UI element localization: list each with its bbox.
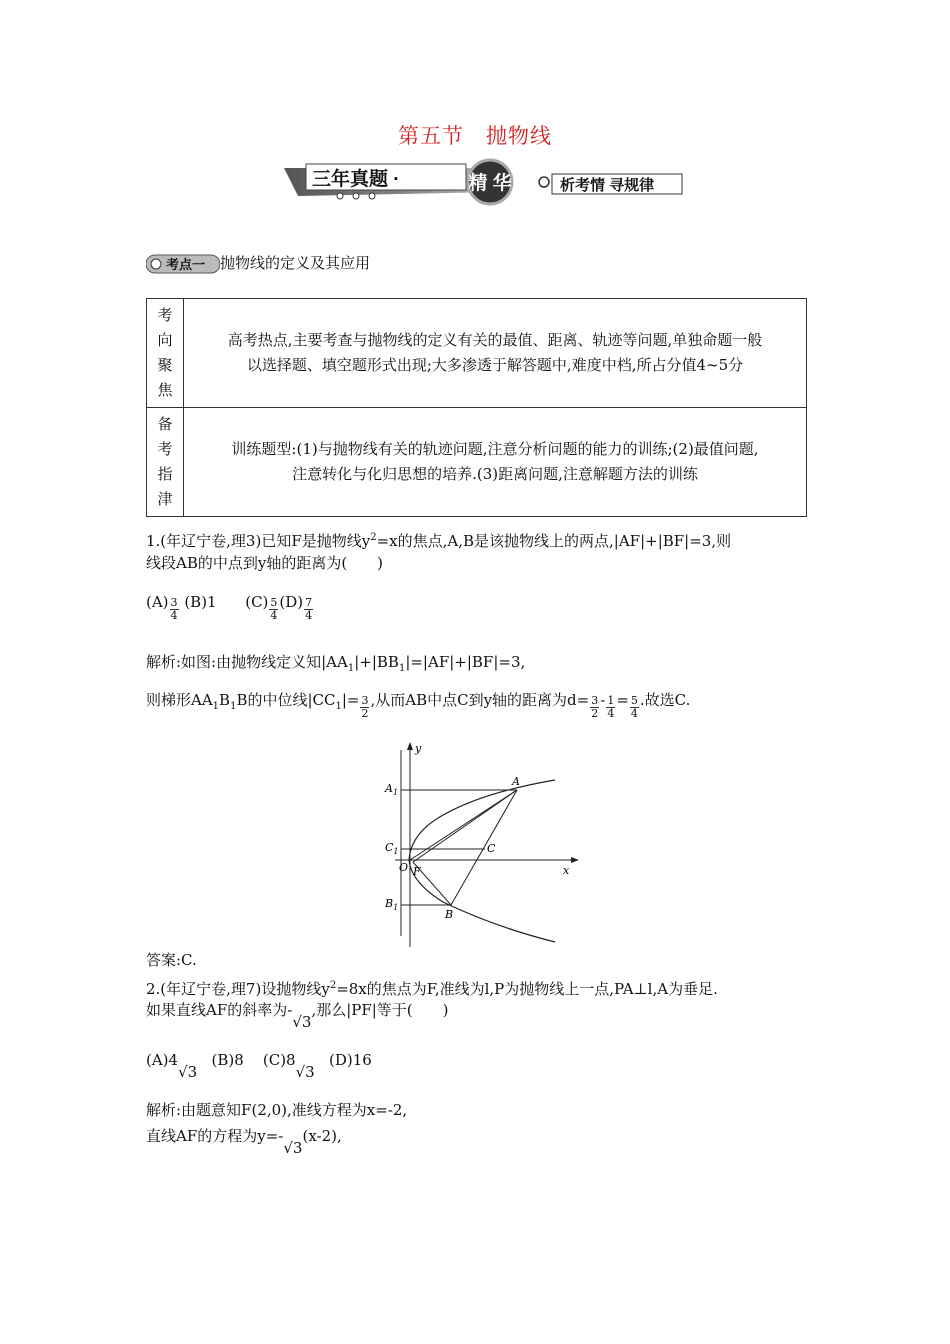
head-char: 考 bbox=[157, 440, 173, 458]
head-char: 备 bbox=[157, 415, 173, 433]
q1-line2: 线段AB的中点到y轴的距离为( ) bbox=[146, 554, 384, 572]
head-char: 津 bbox=[157, 490, 173, 508]
label-y: y bbox=[415, 742, 422, 755]
fraction: $\frac{5}{4}$ bbox=[630, 694, 638, 720]
table-row-focus bbox=[147, 299, 807, 408]
label-C1: $C_1$ bbox=[385, 841, 399, 856]
fraction: $\frac{3}{4}$ bbox=[170, 596, 178, 622]
head-char: 焦 bbox=[157, 381, 173, 399]
content-line: 高考热点,主要考查与抛物线的定义有关的最值、距离、轨迹等问题,单独命题一般 bbox=[227, 331, 763, 349]
q2-options: (A)4√3 (B)8 (C)8√3 (D)16 bbox=[146, 1051, 372, 1081]
page-title: 第五节 抛物线 bbox=[398, 124, 552, 148]
fraction: $\frac{5}{4}$ bbox=[270, 596, 278, 622]
parabola-figure bbox=[365, 742, 590, 947]
x-axis-arrow bbox=[571, 857, 579, 863]
row-head-guide bbox=[147, 408, 184, 517]
table-row-guide bbox=[147, 408, 807, 517]
q1-options: (A) $\frac{3}{4}$ (B)1 (C) $\frac{5}{4}$ (D) $\frac{7}{4}$ bbox=[146, 593, 313, 622]
sqrt-symbol: √3 bbox=[295, 1063, 315, 1081]
label-B1: $B_1$ bbox=[385, 897, 399, 912]
q1-solution-line2: 则梯形$AA_1B_1B$的中位线$|CC_1|=$ $\frac{3}{2}$ ,从而AB中点C到y轴的距离为d= $\frac{3}{2}$ - $\frac{1}{4}$ = $\frac{5}{4}$ .故选C. bbox=[146, 691, 691, 720]
q2-solution-line2: 直线AF的方程为y=-√3(x-2), bbox=[146, 1127, 342, 1157]
info-table bbox=[146, 298, 807, 517]
content-line: 以选择题、填空题形式出现;大多渗透于解答题中,难度中档,所占分值4~5分 bbox=[246, 356, 744, 374]
section-banner bbox=[268, 158, 688, 206]
fraction: $\frac{3}{2}$ bbox=[591, 694, 599, 720]
row-head-focus bbox=[147, 299, 184, 408]
kaodian-badge bbox=[146, 254, 220, 274]
sqrt-symbol: √3 bbox=[292, 1013, 312, 1031]
kaodian-header bbox=[146, 252, 370, 274]
parabola-curve bbox=[409, 780, 555, 942]
head-char: 聚 bbox=[157, 356, 173, 374]
sqrt-symbol: √3 bbox=[283, 1139, 303, 1157]
q2-solution-line1: 解析:由题意知F(2,0),准线方程为x=-2, bbox=[146, 1101, 408, 1119]
q2-line1: 2.(年辽宁卷,理7)设抛物线$y^2=8x$的焦点为F,准线为l,P为抛物线上一点,PA⊥l,A为垂足. bbox=[146, 980, 718, 998]
label-C: C bbox=[487, 842, 496, 855]
label-A1: $A_1$ bbox=[385, 782, 399, 797]
label-B: B bbox=[445, 908, 454, 921]
label-F: F bbox=[413, 865, 421, 878]
q2-line2: 如果直线AF的斜率为-√3,那么|PF|等于( ) bbox=[146, 1001, 449, 1031]
fraction: $\frac{7}{4}$ bbox=[305, 596, 313, 622]
q1-line1: 1.(年辽宁卷,理3)已知F是抛物线$y^2=x$的焦点,A,B是该抛物线上的两点,|AF|+|BF|=3,则 bbox=[146, 532, 732, 550]
kaodian-badge-text: 考点一 bbox=[166, 257, 206, 272]
y-axis-arrow bbox=[407, 742, 413, 750]
segment-AB bbox=[451, 790, 517, 905]
row-content-guide bbox=[184, 408, 807, 517]
fraction: $\frac{3}{2}$ bbox=[361, 694, 369, 720]
label-x: x bbox=[563, 864, 570, 877]
head-char: 指 bbox=[157, 465, 173, 483]
banner-circle-text: 精 华 bbox=[468, 173, 512, 194]
head-char: 向 bbox=[157, 331, 173, 349]
head-char: 考 bbox=[157, 306, 173, 324]
label-A: A bbox=[512, 775, 520, 788]
content-line: 训练题型:(1)与抛物线有关的轨迹问题,注意分析问题的能力的训练;(2)最值问题, bbox=[231, 440, 759, 458]
label-O: O bbox=[399, 861, 409, 874]
q1-answer: 答案:C. bbox=[146, 951, 197, 969]
kaodian-title: 抛物线的定义及其应用 bbox=[220, 254, 371, 272]
q1-solution-line1: 解析:如图:由抛物线定义知$|AA_1|+|BB_1|=|AF|+|BF|=3$, bbox=[146, 653, 526, 674]
fraction: $\frac{1}{4}$ bbox=[607, 694, 615, 720]
row-content-focus bbox=[184, 299, 807, 408]
sqrt-symbol: √3 bbox=[178, 1063, 198, 1081]
content-line: 注意转化与化归思想的培养.(3)距离问题,注意解题方法的训练 bbox=[292, 465, 698, 483]
banner-side-text: 析考情 寻规律 bbox=[560, 177, 655, 194]
banner-main-text: 三年真题 · bbox=[312, 169, 400, 190]
